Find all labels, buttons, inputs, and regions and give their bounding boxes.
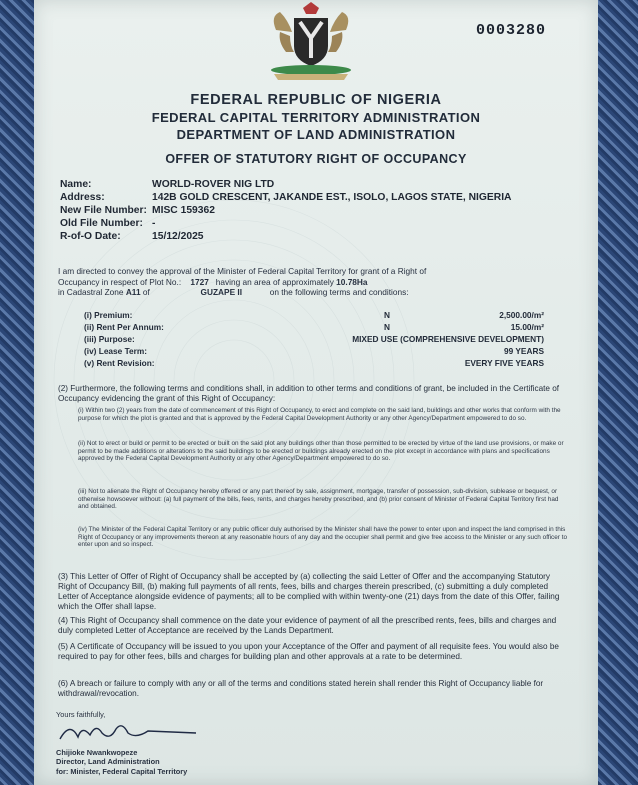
coat-of-arms-icon	[256, 2, 366, 84]
document-title: OFFER OF STATUTORY RIGHT OF OCCUPANCY	[165, 152, 467, 166]
old-file-number-value: -	[152, 218, 156, 229]
department-heading: DEPARTMENT OF LAND ADMINISTRATION	[176, 127, 456, 142]
plot-number: 1727	[190, 276, 209, 287]
administration-heading: FEDERAL CAPITAL TERRITORY ADMINISTRATION	[151, 110, 481, 125]
detail-label: Address:	[60, 192, 105, 203]
intro-line: Occupancy in respect of Plot No.: 1727 having an area of approximately 10.78Ha	[58, 276, 368, 287]
certificate-paper	[34, 0, 598, 785]
address-value: 142B GOLD CRESCENT, JAKANDE EST., ISOLO, LAGOS STATE, NIGERIA	[152, 192, 512, 203]
sub-clause-iii: (iii) Not to alienate the Right of Occupancy hereby offered or any part thereof by sale, assignment, mortgage, transfer of possession, sub-division, sublease or bequest, or otherwise howsoever without: (a) full payment of the bills, fees, rents, and charges hereby prescribed, and (b) prior consent of Minister of Federal Capital Territory first had and obtained.	[78, 488, 559, 511]
district-name: GUZAPE II	[200, 287, 243, 298]
intro-line: in Cadastral Zone A11 of GUZAPE II on the following terms and conditions:	[58, 287, 409, 298]
term-row: (i) Premium: N 2,500.00/m²	[84, 310, 544, 320]
rofo-date-value: 15/12/2025	[152, 231, 204, 242]
clause-2: (2) Furthermore, the following terms and conditions shall, in addition to other terms and conditions of grant, be included in the Certificate of Occupancy evidencing the grant of this Right of Occupancy:	[58, 384, 560, 403]
term-row: (iv) Lease Term: 99 YEARS	[84, 346, 544, 356]
signatory-name: Chijioke Nwankwopeze	[56, 747, 138, 757]
detail-label: R-of-O Date:	[60, 231, 121, 242]
cadastral-zone: A11	[125, 287, 141, 298]
detail-label: Name:	[60, 179, 92, 190]
term-row: (ii) Rent Per Annum: N 15.00/m²	[84, 322, 544, 332]
term-row: (v) Rent Revision: EVERY FIVE YEARS	[84, 358, 544, 368]
name-value: WORLD-ROVER NIG LTD	[152, 179, 275, 190]
term-row: (iii) Purpose: MIXED USE (COMPREHENSIVE DEVELOPMENT)	[84, 334, 544, 344]
detail-label: Old File Number:	[60, 218, 143, 229]
signatory-title: Director, Land Administration	[56, 757, 160, 767]
sub-clause-iv: (iv) The Minister of the Federal Capital Territory or any public officer duly authorised by the Minister shall have the power to enter upon and inspect the land comprised in this Right of Occupancy or any improvements thereon at any reasonable hours of any day and the occupier shall permit and give free access to the Minister or any such officer to enter upon and so inspect.	[78, 526, 568, 549]
clause-6: (6) A breach or failure to comply with any or all of the terms and conditions stated herein shall render this Right of Occupancy liable for withdrawal/revocation.	[58, 679, 544, 698]
clause-3: (3) This Letter of Offer of Right of Occupancy shall be accepted by (a) collecting the said Letter of Offer and the accompanying Statutory Right of Occupancy Bill, (b) making full payments of all rents, fees, bills and charges therein prescribed, (c) submitting a duly completed Letter of Acceptance alongside evidence of payments; all to be complied with within twenty-one (21) days from the date of this Offer, failing which the Offer shall lapse.	[58, 572, 560, 611]
clause-4: (4) This Right of Occupancy shall commence on the date your evidence of payment of all the prescribed rents, fees, bills and charges and duly completed Letter of Acceptance are received by the Lands Department.	[58, 616, 557, 635]
detail-label: New File Number:	[60, 205, 147, 216]
sub-clause-i: (i) Within two (2) years from the date of commencement of this Right of Occupancy, to erect and complete on the said land, buildings and other works that conform with the purpose for which the plot is granted and that is approved by the Federal Capital Development Authority or any other Agency/Department empowered to do so.	[78, 407, 561, 422]
closing-line: Yours faithfully,	[56, 710, 106, 719]
plot-area: 10.78Ha	[336, 276, 368, 287]
handwritten-signature	[56, 719, 206, 745]
country-heading: FEDERAL REPUBLIC OF NIGERIA	[190, 92, 442, 108]
sub-clause-ii: (ii) Not to erect or build or permit to be erected or built on the said plot any buildings other than those permitted to be erected by virtue of the land use provisions, or make or permit to be made additions or alterations to the said buildings to be erected or buildings already erected on the plot except in accordance with plans and specifications approved by the Federal Capital Development Authority or any other Agency/Department empowered to do so.	[78, 440, 564, 463]
intro-paragraph	[58, 266, 570, 298]
clause-5: (5) A Certificate of Occupancy will be issued to you upon your Acceptance of the Offer and payment of all requisite fees. You would also be required to pay for other fees, bills and charges for building plan and other approvals at a rate to be determined.	[58, 642, 559, 661]
intro-line: I am directed to convey the approval of the Minister of Federal Capital Territory for grant of a Right of	[58, 266, 427, 276]
signature-block	[56, 710, 206, 776]
serial-number: 0003280	[475, 22, 546, 39]
signatory-for: for: Minister, Federal Capital Territory	[56, 766, 188, 776]
new-file-number-value: MISC 159362	[152, 205, 215, 216]
